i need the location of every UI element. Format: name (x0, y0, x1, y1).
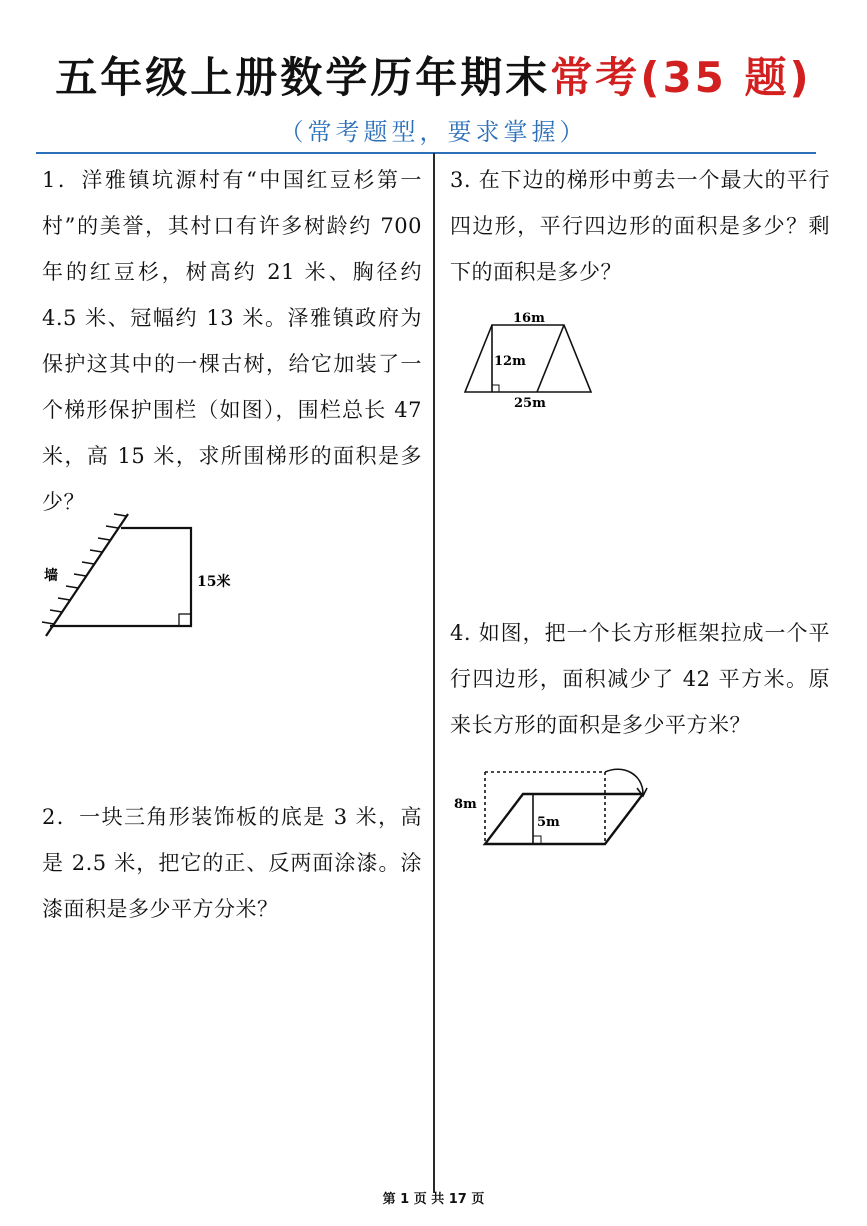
figure-3-bottom-label: 25m (514, 396, 546, 411)
title-main: 五年级上册数学历年期末 (55, 53, 551, 102)
figure-1-height-label: 15米 (197, 574, 231, 590)
figure-3-trapezoid (462, 308, 602, 418)
page-subtitle: （常考题型，要求掌握） (279, 118, 588, 146)
question-3: 3. 在下边的梯形中剪去一个最大的平行四边形，平行四边形的面积是多少？剩下的面积是多少？ (450, 168, 830, 284)
header-divider (36, 152, 816, 154)
figure-3-top-label: 16m (513, 311, 545, 326)
figure-1-wall-label: 墙 (44, 568, 58, 584)
question-4: 4. 如图，把一个长方形框架拉成一个平行四边形，面积减少了 42 平方米。原来长方形的面积是多少平方米？ (450, 621, 830, 737)
page-title (0, 48, 867, 108)
column-divider (433, 153, 435, 1193)
figure-4-rectangle-to-parallelogram (448, 762, 658, 862)
title-accent: 常考(35 题) (550, 53, 812, 102)
figure-1-trapezoid-fence (38, 510, 238, 650)
question-2: 2．一块三角形装饰板的底是 3 米，高是 2.5 米，把它的正、反两面涂漆。涂漆面积是多少平方分米？ (42, 805, 422, 921)
figure-4-rect-height-label: 8m (454, 797, 477, 812)
question-1: 1．洋雅镇坑源村有“中国红豆杉第一村”的美誉，其村口有许多树龄约 700 年的红豆杉，树高约 21 米、胸径约 4.5 米、冠幅约 13 米。泽雅镇政府为保护这其中的一棵古树，给它加装了一个梯形保护围栏（如图），围栏总长 47 米，高 15 米，求所围梯形的面积是多少？ (42, 168, 422, 514)
page-footer: 第 1 页 共 17 页 (382, 1192, 485, 1207)
figure-3-height-label: 12m (494, 354, 526, 369)
figure-4-para-height-label: 5m (537, 815, 560, 830)
